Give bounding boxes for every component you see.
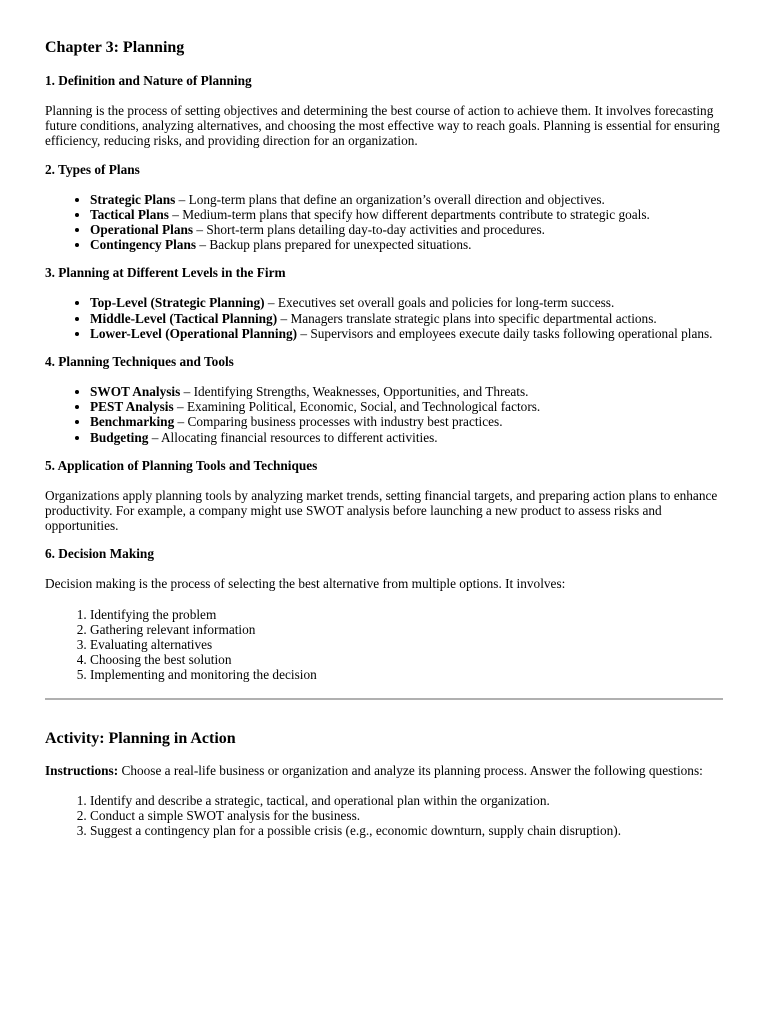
list-item-term: Contingency Plans [90,237,197,253]
list-item-term: Middle-Level (Tactical Planning) [90,310,278,326]
activity-title: Activity: Planning in Action [45,729,236,747]
plan-types-list [45,192,725,253]
section-2-heading: 2. Types of Plans [45,161,140,177]
list-item [90,326,725,341]
list-item-desc: – Supervisors and employees execute daily tasks following operational plans. [297,325,713,341]
list-item-term: Strategic Plans [90,191,176,207]
section-5-paragraph: Organizations apply planning tools by analyzing market trends, setting financial targets, and preparing action plans to enhance productivity. For example, a company might use SWOT analysis before launching a new product to assess risks and opportunities. [45,487,718,534]
section-3-heading: 3. Planning at Different Levels in the Firm [45,265,286,281]
list-item: 3. Suggest a contingency plan for a possible crisis (e.g., economic downturn, supply chain disruption). [90,823,725,838]
list-item-term: Top-Level (Strategic Planning) [90,295,265,311]
section-6-heading: 6. Decision Making [45,546,154,562]
list-item-desc: – Executives set overall goals and policies for long-term success. [264,295,615,311]
list-item: 1. Identify and describe a strategic, tactical, and operational plan within the organization. [90,793,725,808]
activity-instructions [45,763,725,778]
list-item [90,399,725,414]
list-item [90,384,725,399]
list-item-desc: – Managers translate strategic plans into specific departmental actions. [277,310,657,326]
section-6-paragraph: Decision making is the process of selecting the best alternative from multiple options. It involves: [45,576,566,592]
decision-steps-list [45,607,725,683]
list-item-term: PEST Analysis [90,399,174,415]
list-item-term: Tactical Plans [90,206,169,222]
list-item-term: Budgeting [90,429,149,445]
list-item-term: SWOT Analysis [90,384,181,400]
instructions-text: Choose a real-life business or organization and analyze its planning process. Answer the following questions: [118,762,703,778]
list-item-desc: – Identifying Strengths, Weaknesses, Opportunities, and Threats. [180,384,529,400]
list-item [90,222,725,237]
section-1-heading: 1. Definition and Nature of Planning [45,73,252,88]
planning-levels-list [45,295,725,341]
document-page [45,38,725,838]
list-item-desc: – Comparing business processes with industry best practices. [174,414,503,430]
list-item [90,430,725,445]
planning-tools-list [45,384,725,445]
list-item: 5. Implementing and monitoring the decision [90,667,725,682]
section-5-heading: 5. Application of Planning Tools and Techniques [45,457,318,473]
list-item: 2. Gathering relevant information [90,622,725,637]
list-item [90,207,725,222]
list-item: 4. Choosing the best solution [90,652,725,667]
list-item-term: Operational Plans [90,222,194,238]
list-item [90,295,725,310]
chapter-title: Chapter 3: Planning [45,39,185,56]
list-item-desc: – Allocating financial resources to different activities. [148,429,438,445]
list-item [90,192,725,207]
list-item-term: Benchmarking [90,414,175,430]
list-item [90,414,725,429]
list-item: 1. Identifying the problem [90,607,725,622]
list-item [90,237,725,252]
section-4-heading: 4. Planning Techniques and Tools [45,354,234,370]
activity-questions-list [45,793,725,839]
section-1-paragraph: Planning is the process of setting objectives and determining the best course of action to achieve them. It involves forecasting future conditions, analyzing alternatives, and choosing the most effective way to reach goals. Planning is essential for ensuring efficiency, reducing risks, and providing direction for an organization. [45,103,720,149]
divider [45,698,723,700]
list-item: 2. Conduct a simple SWOT analysis for the business. [90,808,725,823]
list-item-desc: – Long-term plans that define an organization’s overall direction and objectives. [175,191,605,207]
list-item [90,311,725,326]
instructions-label: Instructions: [45,762,119,778]
list-item-desc: – Backup plans prepared for unexpected situations. [196,237,472,253]
list-item-desc: – Medium-term plans that specify how different departments contribute to strategic goals. [168,206,650,222]
list-item-term: Lower-Level (Operational Planning) [90,325,298,341]
list-item-desc: – Short-term plans detailing day-to-day activities and procedures. [193,222,545,238]
list-item: 3. Evaluating alternatives [90,637,725,652]
list-item-desc: – Examining Political, Economic, Social, and Technological factors. [173,399,541,415]
